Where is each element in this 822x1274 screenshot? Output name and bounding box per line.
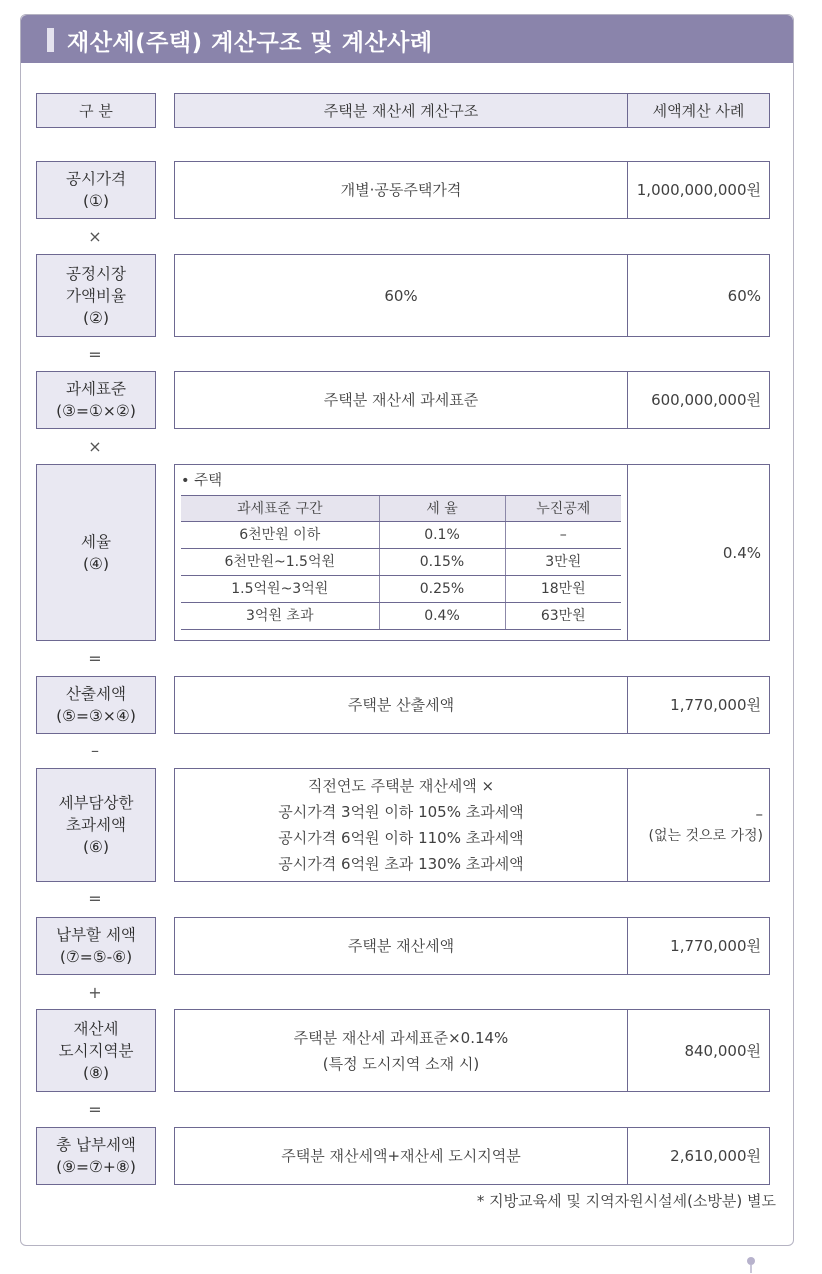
header-structure: 주택분 재산세 계산구조 <box>174 93 628 128</box>
desc-total-payable <box>174 1127 628 1185</box>
rate-cell: 0.4% <box>379 603 505 630</box>
value-text: 60% <box>727 286 761 305</box>
label-computed-tax <box>36 676 156 734</box>
label-line: 재산세 <box>73 1019 119 1038</box>
label-published-price <box>36 161 156 219</box>
desc-burden-cap-excess <box>174 768 628 882</box>
label-line: (⑦=⑤-⑥) <box>59 948 133 966</box>
label-line: (③=①×②) <box>56 402 136 420</box>
label-line: 세율 <box>81 532 111 551</box>
desc-published-price <box>174 161 628 219</box>
value-tax-rate <box>627 464 770 641</box>
operator-equals: = <box>88 345 102 364</box>
value-tax-base <box>627 371 770 429</box>
label-line: 가액비율 <box>66 286 126 305</box>
label-fair-market-ratio <box>36 254 156 337</box>
desc-line: 주택분 산출세액 <box>347 696 455 714</box>
rate-cell: – <box>505 522 621 549</box>
title-accent-bar <box>47 28 54 52</box>
desc-line: 개별·공동주택가격 <box>340 181 462 199</box>
operator-multiply: × <box>88 437 102 456</box>
operator-equals: = <box>88 1100 102 1119</box>
value-text: 1,770,000원 <box>670 937 761 955</box>
desc-tax-base <box>174 371 628 429</box>
value-text: 2,610,000원 <box>670 1147 761 1165</box>
header-example: 세액계산 사례 <box>627 93 770 128</box>
pin-icon <box>745 1256 757 1274</box>
table-row <box>181 603 621 630</box>
operator-plus: + <box>88 983 102 1002</box>
value-urban-area-tax <box>627 1009 770 1092</box>
label-line: (②) <box>83 308 109 327</box>
title-bar <box>21 15 793 63</box>
desc-fair-market-ratio <box>174 254 628 337</box>
rate-cell: 1.5억원~3억원 <box>181 576 379 603</box>
desc-line: 공시가격 6억원 초과 130% 초과세액 <box>278 855 524 873</box>
rate-cell: 3만원 <box>505 549 621 576</box>
label-line: (①) <box>83 192 109 210</box>
label-line: 초과세액 <box>66 816 126 834</box>
label-line: 과세표준 <box>66 380 126 398</box>
value-computed-tax <box>627 676 770 734</box>
label-total-payable <box>36 1127 156 1185</box>
label-burden-cap-excess <box>36 768 156 882</box>
desc-line: 주택분 재산세 과세표준×0.14% <box>293 1028 509 1047</box>
desc-line: 공시가격 3억원 이하 105% 초과세액 <box>278 803 524 821</box>
label-urban-area-tax <box>36 1009 156 1092</box>
desc-line: (특정 도시지역 소재 시) <box>322 1054 480 1073</box>
table-row <box>181 549 621 576</box>
value-text: – <box>755 805 763 823</box>
operator-multiply: × <box>88 227 102 246</box>
rate-cell: 3억원 초과 <box>181 603 379 630</box>
desc-line: 주택분 재산세 과세표준 <box>323 391 479 409</box>
label-line: 도시지역분 <box>58 1041 134 1060</box>
value-text: 1,770,000원 <box>670 696 761 714</box>
label-line: 공시가격 <box>66 170 126 188</box>
rate-cell: 0.1% <box>379 522 505 549</box>
value-text: 840,000원 <box>684 1041 761 1060</box>
rate-col-deduction: 누진공제 <box>505 496 621 522</box>
rate-table-header <box>181 496 621 522</box>
rate-cell: 6천만원 이하 <box>181 522 379 549</box>
page-title: 재산세(주택) 계산구조 및 계산사례 <box>67 30 433 56</box>
label-line: (⑨=⑦+⑧) <box>56 1158 136 1176</box>
header-category: 구 분 <box>36 93 156 128</box>
operator-equals: = <box>88 889 102 908</box>
label-tax-rate <box>36 464 156 641</box>
rate-heading: • 주택 <box>181 473 223 489</box>
value-payable-tax <box>627 917 770 975</box>
desc-line: 60% <box>384 286 418 305</box>
operator-equals: = <box>88 649 102 668</box>
value-published-price <box>627 161 770 219</box>
desc-payable-tax <box>174 917 628 975</box>
label-payable-tax <box>36 917 156 975</box>
rate-cell: 0.25% <box>379 576 505 603</box>
label-line: (④) <box>83 554 109 573</box>
footnote: * 지방교육세 및 지역자원시설세(소방분) 별도 <box>476 1192 776 1210</box>
label-line: 산출세액 <box>66 685 126 703</box>
label-line: (⑥) <box>83 838 109 856</box>
rate-col-bracket: 과세표준 구간 <box>181 496 379 522</box>
rate-cell: 6천만원~1.5억원 <box>181 549 379 576</box>
rate-cell: 18만원 <box>505 576 621 603</box>
value-text: 0.4% <box>722 543 761 562</box>
label-line: 총 납부세액 <box>56 1136 136 1154</box>
label-line: (⑧) <box>83 1063 109 1082</box>
value-fair-market-ratio <box>627 254 770 337</box>
rate-table <box>181 495 621 630</box>
rate-cell: 0.15% <box>379 549 505 576</box>
label-line: 세부담상한 <box>58 794 134 812</box>
desc-line: 주택분 재산세액 <box>347 937 455 955</box>
desc-computed-tax <box>174 676 628 734</box>
desc-line: 주택분 재산세액+재산세 도시지역분 <box>281 1147 521 1165</box>
label-line: 납부할 세액 <box>56 926 136 944</box>
label-line: (⑤=③×④) <box>56 707 136 725</box>
label-tax-base <box>36 371 156 429</box>
label-line: 공정시장 <box>66 264 126 283</box>
value-text: 1,000,000,000원 <box>636 181 761 199</box>
desc-urban-area-tax <box>174 1009 628 1092</box>
value-text: 600,000,000원 <box>651 391 761 409</box>
value-total-payable <box>627 1127 770 1185</box>
rate-cell: 63만원 <box>505 603 621 630</box>
rate-col-rate: 세 율 <box>379 496 505 522</box>
table-row <box>181 576 621 603</box>
desc-tax-rate <box>174 464 628 641</box>
desc-line: 직전연도 주택분 재산세액 × <box>307 777 495 795</box>
value-burden-cap-excess <box>627 768 770 882</box>
operator-minus: – <box>91 741 99 760</box>
table-row <box>181 522 621 549</box>
desc-line: 공시가격 6억원 이하 110% 초과세액 <box>278 829 524 847</box>
value-note: (없는 것으로 가정) <box>648 828 763 844</box>
